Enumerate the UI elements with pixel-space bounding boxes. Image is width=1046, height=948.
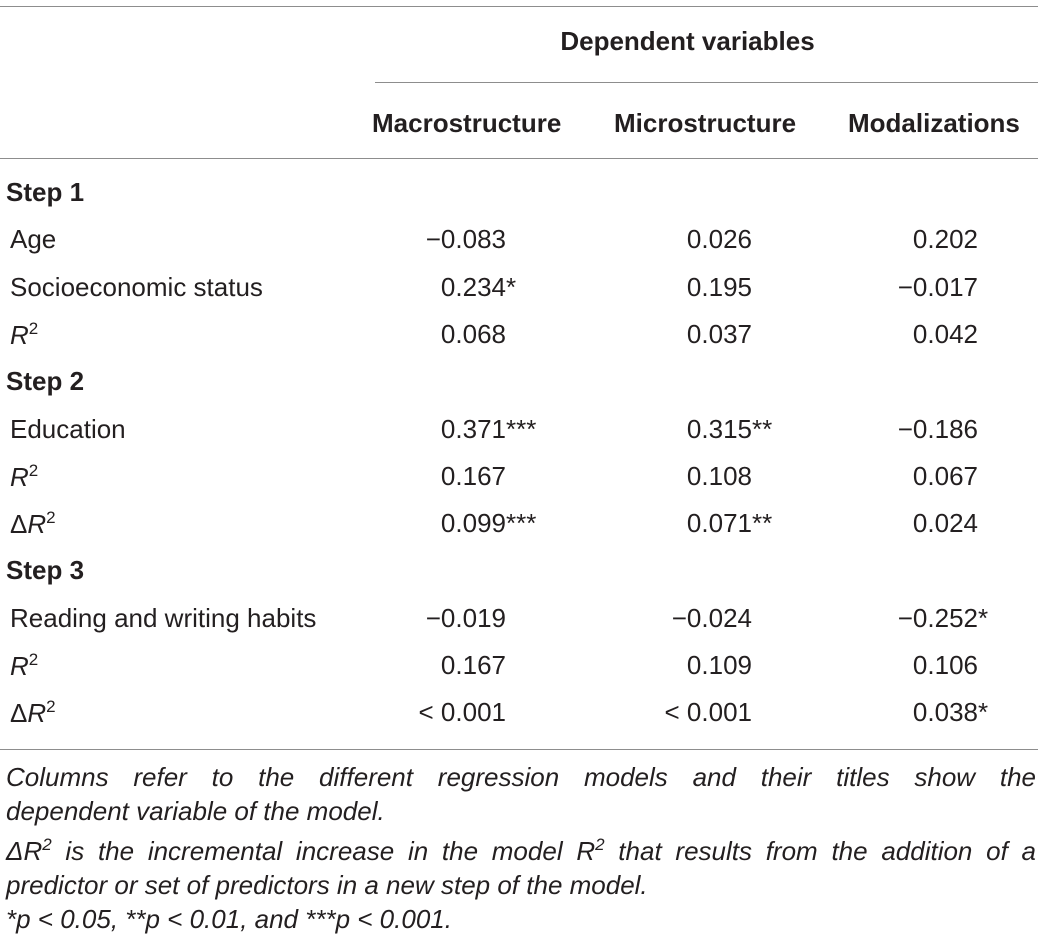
row-label: $R^2$ bbox=[10, 460, 39, 492]
cell-value: < 0.001 bbox=[418, 697, 506, 728]
step-header-row bbox=[0, 177, 1046, 217]
cell-value: 0.099*** bbox=[440, 508, 537, 539]
table-row bbox=[0, 224, 1046, 264]
row-label: Reading and writing habits bbox=[10, 602, 317, 633]
cell-value: 0.195 bbox=[686, 271, 752, 302]
table-row bbox=[0, 650, 1046, 690]
row-label: $R^2$ bbox=[10, 650, 39, 681]
step-label: Step 3 bbox=[6, 555, 85, 586]
cell-value: 0.042 bbox=[912, 318, 978, 349]
step-header-row bbox=[0, 366, 1046, 406]
cell-value: 0.315** bbox=[686, 413, 773, 444]
cell-value: 0.167 bbox=[440, 650, 506, 680]
footnote-line: Columns refer to the different regression models and their titles show the bbox=[6, 762, 1036, 792]
column-header-modalizations: Modalizations bbox=[848, 108, 1020, 138]
cell-value: −0.024 bbox=[671, 602, 752, 633]
row-label: Socioeconomic status bbox=[10, 271, 263, 302]
row-label: $\Delta R^2$ bbox=[10, 508, 56, 540]
footnote-line: dependent variable of the model. bbox=[6, 796, 385, 826]
cell-value: −0.186 bbox=[897, 413, 978, 444]
step-label: Step 1 bbox=[6, 177, 85, 207]
table-bottom-rule bbox=[0, 749, 1038, 750]
table-row bbox=[0, 414, 1046, 454]
cell-value: 0.067 bbox=[912, 460, 978, 491]
cell-value: 0.234* bbox=[440, 271, 517, 302]
cell-value: 0.108 bbox=[686, 460, 752, 491]
row-label: $\Delta R^2$ bbox=[10, 697, 56, 729]
cell-value: 0.106 bbox=[912, 650, 978, 680]
table-row bbox=[0, 461, 1046, 501]
cell-value: 0.037 bbox=[686, 318, 752, 349]
cell-value: 0.167 bbox=[440, 460, 506, 491]
cell-value: 0.068 bbox=[440, 318, 506, 349]
table-row bbox=[0, 508, 1046, 548]
cell-value: 0.026 bbox=[686, 224, 752, 255]
row-label: $R^2$ bbox=[10, 318, 39, 350]
footnote-line: $\Delta R^2$ is the incremental increase in the model $R^2$ that results from the addition of a bbox=[6, 835, 1036, 866]
cell-value: −0.252* bbox=[897, 602, 989, 633]
column-header-macrostructure: Macrostructure bbox=[372, 108, 562, 138]
table-row bbox=[0, 319, 1046, 359]
table-footnotes bbox=[6, 760, 1036, 936]
group-header: Dependent variables bbox=[560, 26, 815, 56]
table-row bbox=[0, 272, 1046, 312]
cell-value: 0.371*** bbox=[440, 413, 537, 444]
cell-value: 0.109 bbox=[686, 650, 752, 680]
table-row bbox=[0, 697, 1046, 737]
footnote-line: predictor or set of predictors in a new step of the model. bbox=[6, 870, 648, 900]
cell-value: 0.038* bbox=[912, 697, 989, 728]
step-label: Step 2 bbox=[6, 366, 85, 397]
footnote-line: *p < 0.05, **p < 0.01, and ***p < 0.001. bbox=[6, 904, 452, 934]
cell-value: 0.202 bbox=[912, 224, 978, 255]
row-label: Education bbox=[10, 413, 126, 444]
group-header-rule bbox=[375, 82, 1038, 83]
row-label: Age bbox=[10, 224, 57, 255]
table-top-rule bbox=[0, 6, 1038, 7]
cell-value: 0.071** bbox=[686, 508, 773, 539]
cell-value: −0.083 bbox=[425, 224, 506, 255]
cell-value: −0.017 bbox=[897, 271, 978, 302]
table-row bbox=[0, 603, 1046, 643]
cell-value: 0.024 bbox=[912, 508, 978, 539]
step-header-row bbox=[0, 555, 1046, 595]
column-header-microstructure: Microstructure bbox=[614, 108, 797, 138]
cell-value: < 0.001 bbox=[664, 697, 752, 728]
cell-value: −0.019 bbox=[425, 602, 506, 633]
header-bottom-rule bbox=[0, 158, 1038, 159]
